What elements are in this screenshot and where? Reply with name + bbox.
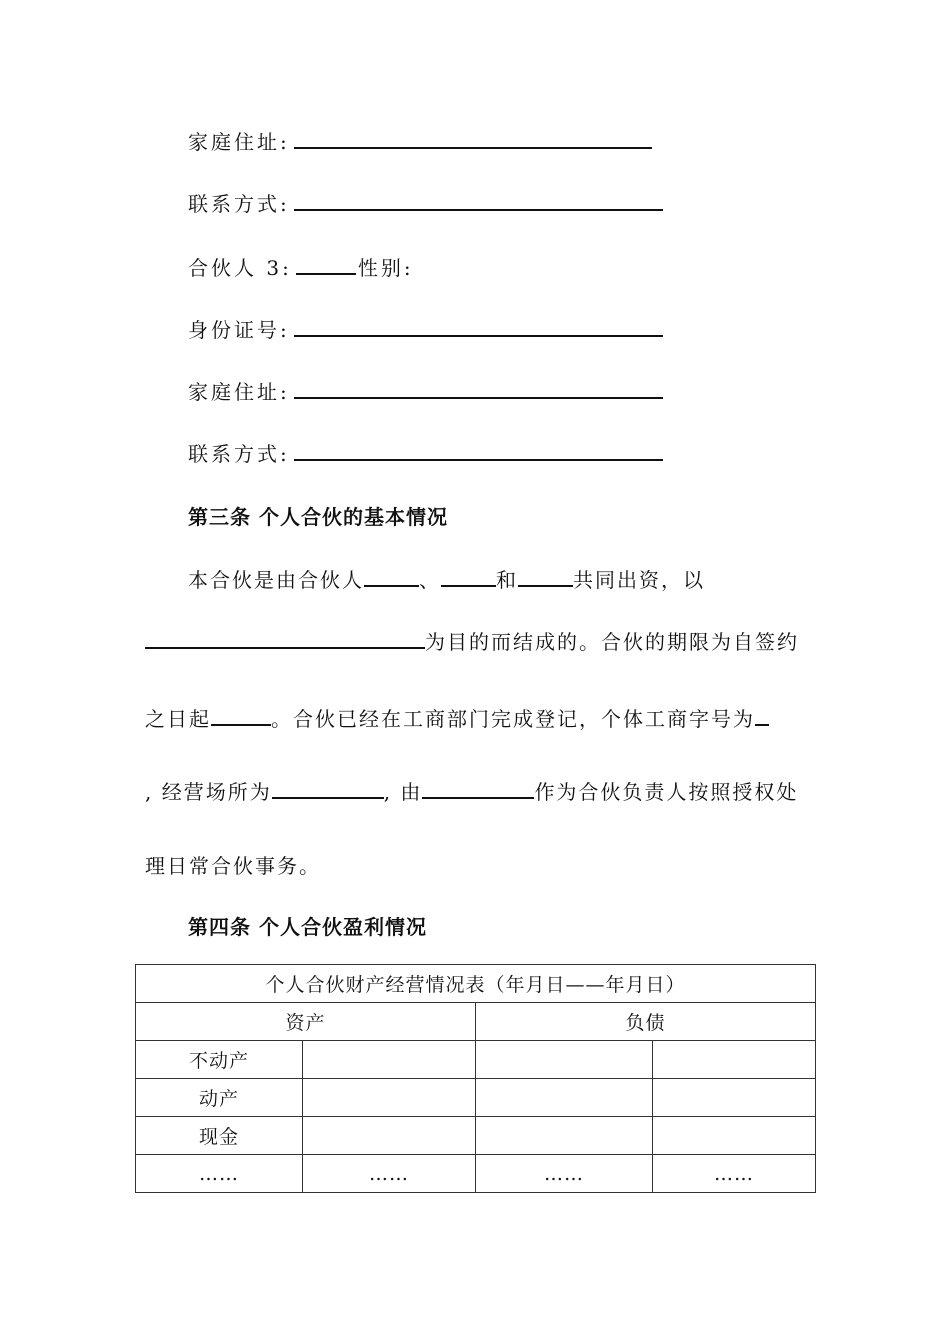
contact-label: 联系方式:	[188, 442, 290, 466]
text: 作为合伙负责人按照授权处	[534, 780, 799, 804]
assets-header: 资产	[136, 1003, 476, 1041]
ellipsis-cell: ……	[653, 1155, 816, 1193]
address-blank[interactable]	[294, 379, 663, 399]
table-cell[interactable]	[476, 1079, 653, 1117]
text: 为目的而结成的。合伙的期限为自签约	[425, 630, 799, 654]
partner-blank-1[interactable]	[364, 567, 419, 587]
partner3-contact-row	[188, 440, 663, 468]
article3-line2	[145, 628, 799, 656]
contact-label: 联系方式:	[188, 192, 290, 216]
partner-blank-2[interactable]	[441, 567, 496, 587]
article4-heading: 第四条 个人合伙盈利情况	[188, 915, 427, 939]
property-table	[135, 964, 816, 1193]
liabilities-header: 负债	[476, 1003, 816, 1041]
table-title: 个人合伙财产经营情况表（年月日——年月日）	[136, 965, 816, 1003]
id-blank[interactable]	[294, 317, 663, 337]
contact-blank[interactable]	[294, 441, 663, 461]
article3-line1	[188, 566, 705, 594]
table-row	[136, 1117, 816, 1155]
contact-blank[interactable]	[294, 191, 663, 211]
row-label: 动产	[136, 1079, 303, 1117]
table-cell[interactable]	[303, 1041, 476, 1079]
address-blank[interactable]	[294, 129, 652, 149]
text: 。合伙已经在工商部门完成登记，个体工商字号为	[271, 707, 755, 731]
start-date-blank[interactable]	[211, 706, 271, 726]
text: 和	[496, 568, 518, 592]
table-header-row	[136, 1003, 816, 1041]
table-cell[interactable]	[653, 1041, 816, 1079]
trade-name-blank[interactable]	[755, 706, 769, 726]
table-cell[interactable]	[653, 1117, 816, 1155]
text: 本合伙是由合伙人	[188, 568, 364, 592]
partner3-address-row	[188, 378, 663, 406]
partner-name-blank[interactable]	[296, 255, 356, 275]
article3-line5: 理日常合伙事务。	[145, 854, 321, 878]
ellipsis-cell: ……	[136, 1155, 303, 1193]
manager-blank[interactable]	[422, 779, 534, 799]
table-cell[interactable]	[476, 1041, 653, 1079]
text: 共同出资，以	[573, 568, 705, 592]
gender-label: 性别:	[357, 256, 414, 280]
row-label: 不动产	[136, 1041, 303, 1079]
address-label: 家庭住址:	[188, 380, 290, 404]
table-cell[interactable]	[653, 1079, 816, 1117]
partner-blank-3[interactable]	[518, 567, 573, 587]
partner-name-label: 合伙人 3:	[188, 256, 292, 280]
article3-heading: 第三条 个人合伙的基本情况	[188, 505, 448, 529]
row-label: 现金	[136, 1117, 303, 1155]
table-row	[136, 1079, 816, 1117]
text: , 经营场所为	[145, 780, 272, 804]
article3-line4	[145, 778, 798, 806]
table-cell[interactable]	[303, 1117, 476, 1155]
table-cell[interactable]	[476, 1117, 653, 1155]
partner2-contact-row	[188, 190, 663, 218]
address-label: 家庭住址:	[188, 130, 290, 154]
partner2-address-row	[188, 128, 652, 156]
table-cell[interactable]	[303, 1079, 476, 1117]
location-blank[interactable]	[272, 779, 384, 799]
text: 、	[419, 568, 441, 592]
ellipsis-cell: ……	[476, 1155, 653, 1193]
partner3-name-row	[188, 254, 414, 282]
article3-line3	[145, 705, 769, 733]
table-title-row	[136, 965, 816, 1003]
table-row	[136, 1041, 816, 1079]
purpose-blank[interactable]	[145, 629, 425, 649]
partner3-id-row	[188, 316, 663, 344]
ellipsis-cell: ……	[303, 1155, 476, 1193]
text: , 由	[383, 780, 423, 804]
table-row	[136, 1155, 816, 1193]
id-label: 身份证号:	[188, 318, 290, 342]
text: 之日起	[145, 707, 211, 731]
